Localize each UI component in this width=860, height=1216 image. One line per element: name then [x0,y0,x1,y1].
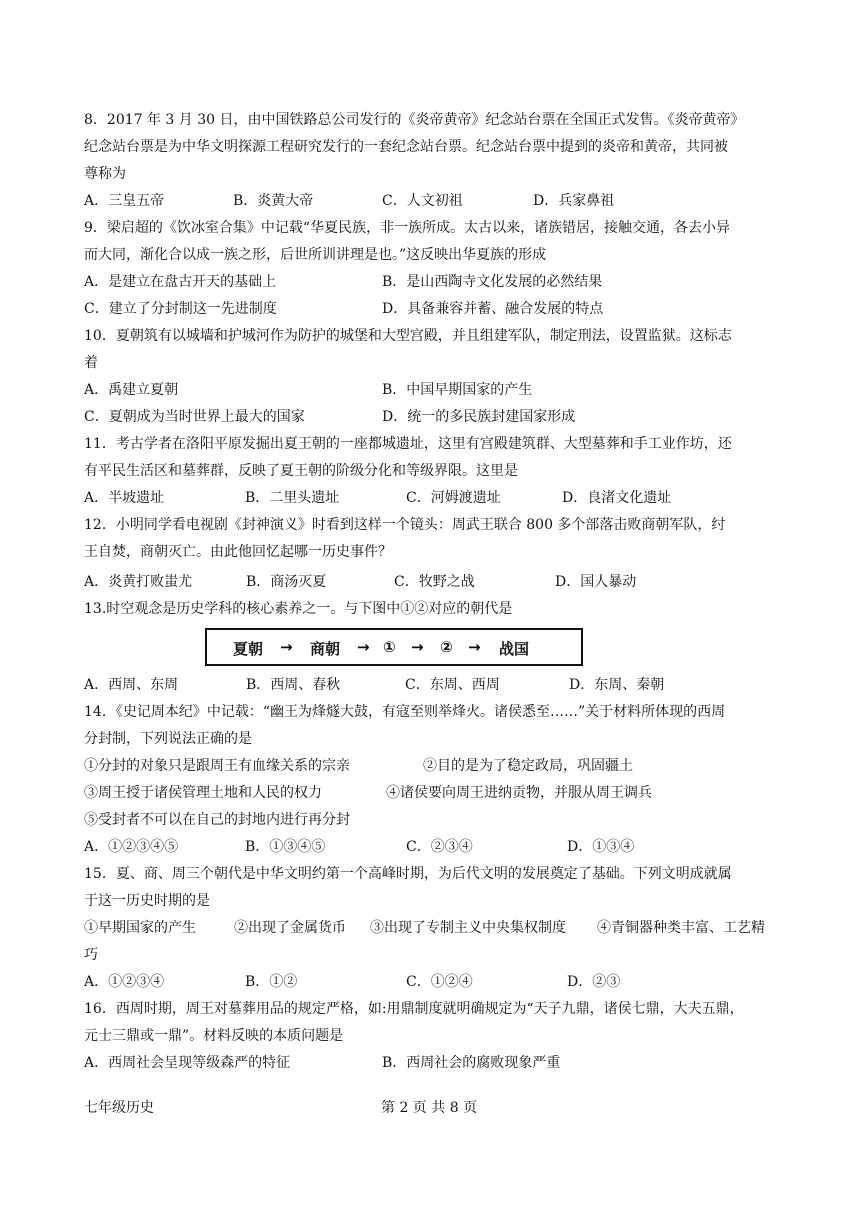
q14-item-1: ①分封的对象只是跟周王有血缘关系的宗亲 [84,758,350,774]
footer-subject: 七年级历史 [84,1100,154,1116]
q14-item-2: ②目的是为了稳定政局，巩固疆土 [423,758,633,774]
question-14-line-1: 14．《史记周本纪》中记载：“幽王为烽燧大鼓，有寇至则举烽火。诸侯悉至……”关于材料所体现的西周 [84,704,726,720]
flow-step-zhanguo: 战国 [499,640,530,658]
flow-arrow-1: → [280,638,293,656]
q15-item-4: ④青铜器种类丰富、工艺精 [597,920,765,936]
q16-option-b: B．西周社会的腐败现象严重 [382,1055,561,1071]
question-10-line-1: 10．夏朝筑有以城墙和护城河作为防护的城堡和大型宫殿，并且组建军队，制定刑法，设置监狱。这标志 [84,328,732,344]
q14-option-c: C．②③④ [406,839,473,855]
q9-option-a: A．是建立在盘古开天的基础上 [84,274,277,290]
q11-option-b: B．二里头遗址 [245,490,340,506]
q14-option-d: D．①③④ [567,839,635,855]
q10-option-a: A．禹建立夏朝 [84,382,179,398]
q8-option-b: B．炎黄大帝 [233,193,314,209]
flow-arrow-4: → [468,638,481,656]
q14-option-b: B．①③④⑤ [245,839,326,855]
q8-option-a: A．三皇五帝 [84,193,165,209]
q15-option-d: D．②③ [567,974,621,990]
question-8-line-1: 8．2017 年 3 月 30 日，由中国铁路总公司发行的《炎帝黄帝》纪念站台票在全国正式发售。《炎帝黄帝》 [84,112,745,128]
q10-option-d: D．统一的多民族封建国家形成 [382,409,576,425]
q13-option-a: A．西周、东周 [84,677,179,693]
q14-item-3: ③周王授于诸侯管理土地和人民的权力 [84,785,322,801]
q12-option-c: C．牧野之战 [394,574,475,590]
q15-item-4-continued: 巧 [84,947,98,963]
dynasty-sequence-diagram [205,628,583,666]
q10-option-c: C．夏朝成为当时世界上最大的国家 [84,409,305,425]
q12-option-b: B．商汤灭夏 [246,574,327,590]
q9-option-d: D．具备兼容并蓄、融合发展的特点 [382,301,604,317]
q15-option-a: A．①②③④ [84,974,165,990]
q11-option-d: D．良渚文化遗址 [562,490,672,506]
question-11-line-1: 11．考古学者在洛阳平原发掘出夏王朝的一座都城遗址，这里有宫殿建筑群、大型墓葬和手工业作坊，还 [84,436,732,452]
q14-item-5: ⑤受封者不可以在自己的封地内进行再分封 [84,812,350,828]
q14-option-a: A．①②③④⑤ [84,839,179,855]
q16-option-a: A．西周社会呈现等级森严的特征 [84,1055,291,1071]
q13-option-b: B．西周、春秋 [246,677,341,693]
q9-option-b: B．是山西陶寺文化发展的必然结果 [382,274,603,290]
q13-option-d: D．东周、秦朝 [569,677,665,693]
question-8-line-2: 纪念站台票是为中华文明探源工程研究发行的一套纪念站台票。纪念站台票中提到的炎帝和黄帝，共同被 [84,139,728,155]
question-14-line-2: 分封制，下列说法正确的是 [84,731,252,747]
question-9-line-1: 9．梁启超的《饮冰室合集》中记载“华夏民族，非一族所成。太古以来，诸族错居，接触交通，各去小异 [84,220,731,236]
question-16-line-2: 元士三鼎或一鼎”。材料反映的本质问题是 [84,1028,344,1044]
question-9-line-2: 而大同，渐化合以成一族之形，后世所训讲理是也。”这反映出华夏族的形成 [84,247,547,263]
flow-step-blank-1: ① [383,638,396,656]
question-15-line-2: 于这一历史时期的是 [84,893,210,909]
q10-option-b: B．中国早期国家的产生 [382,382,533,398]
flow-step-blank-2: ② [440,638,453,656]
flow-step-shang: 商朝 [310,640,341,658]
question-8-line-3: 尊称为 [84,166,126,182]
question-16-line-1: 16．西周时期，周王对墓葬用品的规定严格，如:用鼎制度就明确规定为“天子九鼎，诸侯七鼎，大夫五鼎， [84,1001,744,1017]
q15-item-3: ③出现了专制主义中央集权制度 [370,920,566,936]
q15-option-b: B．①② [245,974,298,990]
flow-arrow-3: → [411,638,424,656]
flow-arrow-2: → [357,638,370,656]
q12-option-a: A．炎黄打败蚩尤 [84,574,193,590]
question-10-line-2: 着 [84,355,98,371]
question-13-line-1: 13.时空观念是历史学科的核心素养之一。与下图中①②对应的朝代是 [84,601,513,617]
q15-option-c: C．①②④ [406,974,473,990]
q15-item-1: ①早期国家的产生 [84,920,196,936]
q8-option-c: C．人文初祖 [382,193,463,209]
q12-option-d: D．国人暴动 [555,574,637,590]
footer-page-number: 第 2 页 共 8 页 [381,1100,478,1116]
q11-option-a: A．半坡遗址 [84,490,165,506]
q14-item-4: ④诸侯要向周王进纳贡物，并服从周王调兵 [386,785,652,801]
flow-step-xia: 夏朝 [233,640,264,658]
q11-option-c: C．河姆渡遗址 [406,490,501,506]
q15-item-2: ②出现了金属货币 [234,920,346,936]
q8-option-d: D．兵家鼻祖 [533,193,615,209]
q13-option-c: C．东周、西周 [405,677,500,693]
question-12-line-2: 王自焚，商朝灭亡。由此他回忆起哪一历史事件？ [84,544,392,560]
question-12-line-1: 12．小明同学看电视剧《封神演义》时看到这样一个镜头：周武王联合 800 多个部落击败商朝军队，纣 [84,517,726,533]
q9-option-c: C．建立了分封制这一先进制度 [84,301,277,317]
question-15-line-1: 15．夏、商、周三个朝代是中华文明约第一个高峰时期，为后代文明的发展奠定了基础。下列文明成就属 [84,866,732,882]
question-11-line-2: 有平民生活区和墓葬群，反映了夏王朝的阶级分化和等级界限。这里是 [84,463,518,479]
